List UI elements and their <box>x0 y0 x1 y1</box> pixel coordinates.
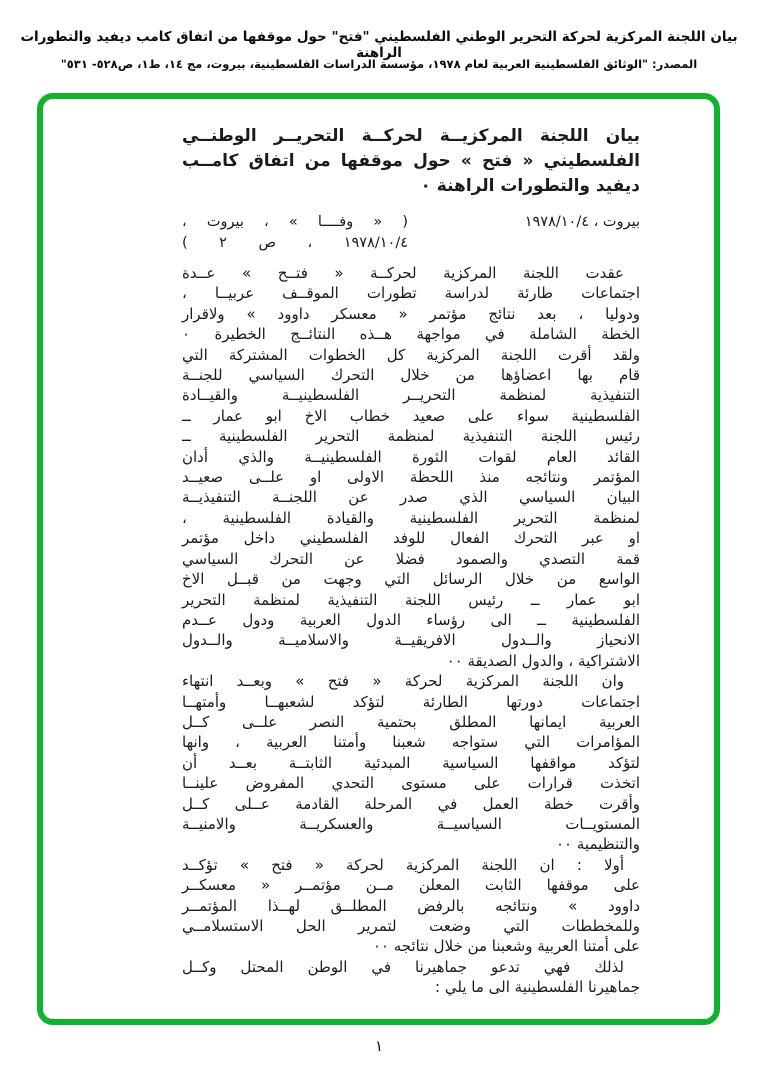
body-line: جماهيرنا الفلسطينية الى ما يلي : <box>435 978 640 997</box>
body-line: على أمتنا العربية وشعبنا من خلال نتائجه ٠٠ <box>372 937 640 956</box>
body-line: الفلسطينية ــ الى رؤساء الدول العربية ودول عــدم <box>182 610 640 629</box>
body-line: ابو عمار ــ رئيس اللجنة التنفيذية لمنظمة التحرير <box>182 590 640 609</box>
body-line: ودوليا ، بعد نتائج مؤتمر « معسكر داوود » ولاقرار <box>182 304 640 323</box>
body-line: رئيس اللجنة التنفيذية لمنظمة التحرير الفلسطينية ــ <box>182 427 640 446</box>
body-line: وأقرت خطة العمل في المرحلة القادمة عــلى كــل <box>182 794 640 813</box>
body-line: داوود » ونتائجه بالرفض المطلــق لهــذا المؤتمــر <box>182 896 640 915</box>
statement-title-line: بيان اللجنة المركزيــة لحركــة التحريــر الوطنــي <box>182 126 640 146</box>
document-body-column <box>182 124 640 998</box>
statement-title-block <box>182 124 640 199</box>
body-line: البيان السياسي الذي صدر عن اللجنــة التنفيذيــة <box>182 488 640 507</box>
body-line: لتؤكد مواقفها السياسية المبدئية الثابتــة بعــد أن <box>182 753 640 772</box>
page-number: ١ <box>374 1037 384 1055</box>
citation-date: بيروت ، ١٩٧٨/١٠/٤ <box>524 214 640 230</box>
body-line: اتخذت قرارات على مستوى التحدي المفروض علينــا <box>182 774 640 793</box>
paragraph <box>182 957 640 998</box>
body-line: قام بها اعضاؤها من خلال التحرك السياسي للجنــة <box>182 366 640 385</box>
body-line: لمنظمة التحرير الفلسطينية والقيادة الفلسطينية ، <box>182 508 640 527</box>
document-header-title: بيان اللجنة المركزية لحركة التحرير الوطني الفلسطيني "فتح" حول موقفها من اتفاق كامب ديفيد والتطورات الراهنة <box>20 29 738 61</box>
body-line: عقدت اللجنة المركزية لحركــة « فتــح » عــدة <box>182 264 624 282</box>
statement-title-line: الفلسطيني « فتح » حول موقفها من اتفاق كامــب <box>182 151 640 171</box>
body-line: قمة التصدي والصمود فضلا عن التحرك السياسي <box>182 549 640 568</box>
body-line: والتنظيمية ٠٠ <box>556 835 640 854</box>
document-header-source: المصدر: "الوثائق الفلسطينية العربية لعام ١٩٧٨، مؤسسة الدراسات الفلسطينية، بيروت، مج ١٤، ط١، ص٥٢٨- ٥٣١" <box>60 57 698 71</box>
body-line: وللمخططات التي وضعت لتمرير الحل الاستسلامــي <box>182 917 640 935</box>
citation-block <box>182 212 640 254</box>
body-line: اجتماعات دورتها الطارئة لتؤكد لشعبهــا وأمتهــا <box>182 692 640 711</box>
paragraph <box>182 855 640 957</box>
citation-source-line: ١٩٧٨/١٠/٤ ، ص ٢ ) <box>182 235 408 251</box>
body-line: وان اللجنة المركزية لحركة « فتح » وبعــد انتهاء <box>182 672 624 691</box>
body-line: الخطة الشاملة في مواجهة هــذه النتائــج الخطيرة ٠ <box>182 325 640 344</box>
citation-source-line: ( « وفــــا » ، بيروت ، <box>182 214 408 230</box>
body-line: المؤتمر ونتائجه منذ اللحظة الاولى او علــى صعيــد <box>182 468 640 487</box>
body-line: الفلسطينية سواء على صعيد خطاب الاخ ابو عمار ــ <box>182 406 640 425</box>
paragraph <box>182 263 640 671</box>
body-line: أولا : ان اللجنة المركزية لحركة « فتح » تؤكــد <box>182 855 624 874</box>
statement-title-line: ديفيد والتطورات الراهنة ٠ <box>420 176 640 196</box>
body-line: على موقفها الثابت المعلن مــن مؤتمــر « معسكــر <box>182 876 640 895</box>
body-line: المؤامرات التي ستواجه شعبنا وأمتنا العربية ، وانها <box>182 733 640 752</box>
body-line: الانحياز والــدول الافريقيــة والاسلاميــة والــدول <box>182 631 640 650</box>
body-line: العربية ايمانها المطلق بحتمية النصر علــى كــل <box>182 712 640 731</box>
body-line: القائد العام لقوات الثورة الفلسطينيــة والذي أدان <box>182 447 640 466</box>
body-line: لذلك فهي تدعو جماهيرنا في الوطن المحتل وكــل <box>182 957 624 976</box>
body-line: المستويــات السياسيــة والعسكريــة والامنيــة <box>182 814 640 833</box>
body-line: الاشتراكية ، والدول الصديقة ٠٠ <box>446 651 640 670</box>
body-line: الواسع من خلال الرسائل التي وجهت من قبــل الاخ <box>182 570 640 589</box>
body-line: التنفيذية لمنظمة التحريــر الفلسطينيــة والقيــادة <box>182 386 640 405</box>
body-text <box>182 263 640 998</box>
citation-source <box>182 212 408 254</box>
body-line: او عبر التحرك الفعال للوفد الفلسطيني داخل مؤتمر <box>182 529 640 548</box>
body-line: اجتماعات طارئة لدراسة تطورات الموقــف عربيــا ، <box>182 284 640 303</box>
paragraph <box>182 671 640 855</box>
body-line: ولقد أقرت اللجنة المركزية كل الخطوات المشتركة التي <box>182 345 640 364</box>
